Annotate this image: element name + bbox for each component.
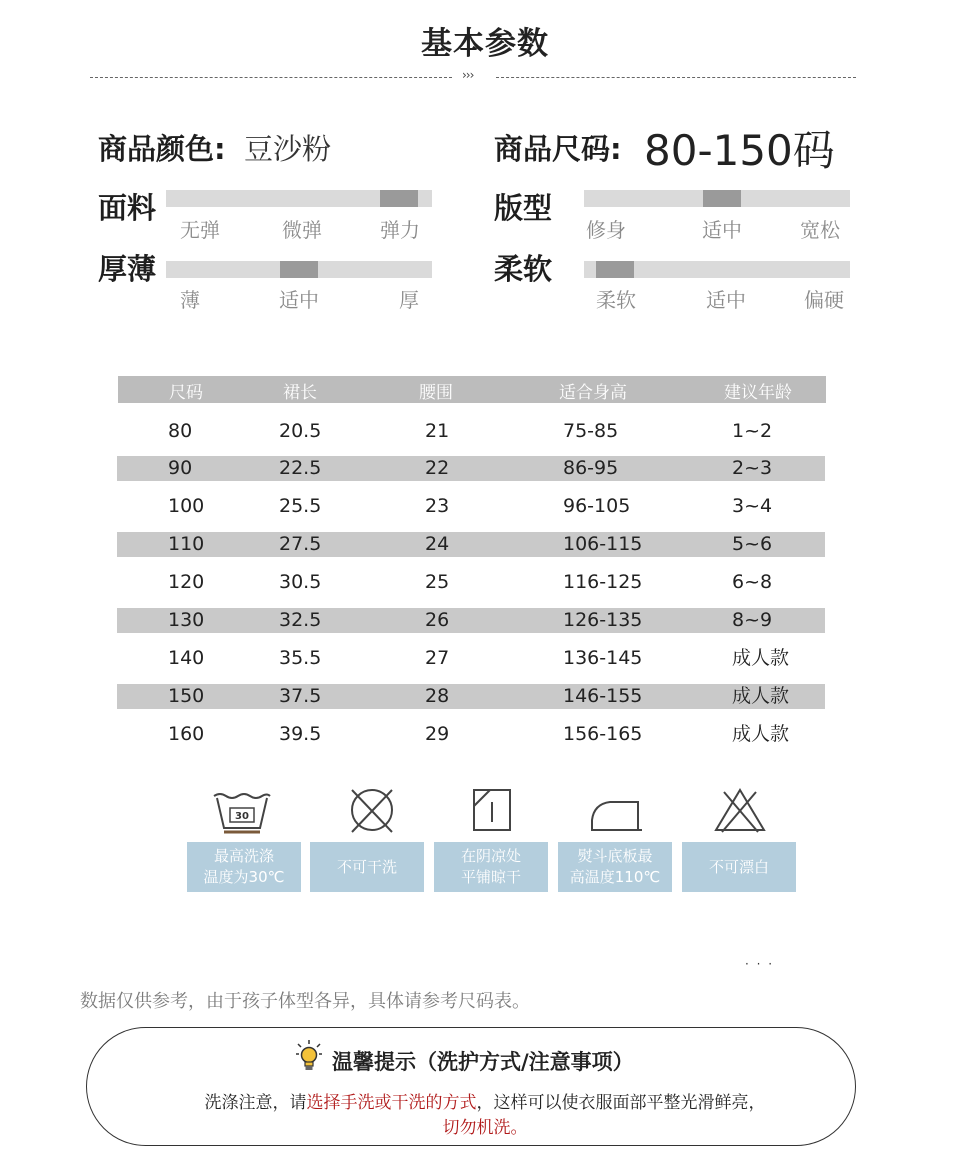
scale-marker-fabric (380, 190, 418, 207)
table-cell: 8~9 (732, 609, 773, 631)
no-wash-icon (342, 788, 402, 836)
scale-tick: 弹力 (380, 218, 420, 242)
table-cell: 32.5 (279, 609, 322, 631)
care-label-dry-flat: 在阴凉处 平铺晾干 (434, 842, 548, 892)
scale-marker-softness (596, 261, 634, 278)
table-cell: 160 (168, 723, 205, 745)
scale-marker-thickness (280, 261, 318, 278)
table-cell: 22.5 (279, 457, 322, 479)
care-tip-text (0, 1088, 970, 1113)
scale-tick: 柔软 (596, 288, 636, 312)
wash-temp: 30 (235, 811, 249, 822)
table-cell: 成人款 (732, 685, 790, 707)
scale-tick: 无弹 (180, 218, 220, 242)
scale-tick: 修身 (586, 218, 626, 242)
table-cell: 27.5 (279, 533, 322, 555)
table-cell: 35.5 (279, 647, 322, 669)
scale-label-thickness: 厚薄 (98, 252, 157, 286)
table-cell: 21 (425, 420, 450, 442)
table-cell: 86-95 (563, 457, 619, 479)
care-label-iron: 熨斗底板最 高温度110℃ (558, 842, 672, 892)
wash-30-icon (212, 788, 272, 836)
tip-text-part: 洗涤注意，请 (204, 1093, 307, 1113)
scale-label-fabric: 面料 (98, 191, 157, 225)
ellipsis-mark: · · · (745, 957, 775, 971)
table-cell: 116-125 (563, 571, 643, 593)
table-header-cell: 尺码 (169, 383, 203, 403)
table-cell: 156-165 (563, 723, 643, 745)
size-disclaimer: 数据仅供参考，由于孩子体型各异，具体请参考尺码表。 (80, 991, 530, 1012)
table-cell: 27 (425, 647, 450, 669)
title-divider-left (90, 77, 452, 78)
color-value: 豆沙粉 (244, 132, 332, 166)
scale-tick: 偏硬 (804, 288, 844, 312)
scale-marker-fit (703, 190, 741, 207)
table-header-cell: 建议年龄 (724, 383, 792, 403)
table-row (117, 646, 825, 671)
table-cell: 25 (425, 571, 450, 593)
table-cell: 106-115 (563, 533, 643, 555)
page-title: 基本参数 (421, 26, 549, 62)
table-cell: 24 (425, 533, 450, 555)
table-cell: 6~8 (732, 571, 773, 593)
table-cell: 成人款 (732, 647, 790, 669)
care-label-no-bleach: 不可漂白 (682, 842, 796, 892)
no-bleach-icon (710, 786, 770, 834)
table-cell: 90 (168, 457, 193, 479)
chevron-icon: ››› (462, 68, 474, 82)
table-cell: 100 (168, 495, 205, 517)
table-row (117, 456, 825, 481)
table-cell: 126-135 (563, 609, 643, 631)
scale-tick: 薄 (180, 288, 200, 312)
scale-label-fit: 版型 (494, 191, 553, 225)
tip-text-part: ，这样可以使衣服面部平整光滑鲜亮， (476, 1093, 766, 1113)
dry-flat-shade-icon (462, 786, 522, 834)
scale-track-thickness (166, 261, 432, 278)
scale-track-fit (584, 190, 850, 207)
table-cell: 39.5 (279, 723, 322, 745)
table-header-cell: 腰围 (419, 383, 453, 403)
table-cell: 1~2 (732, 420, 773, 442)
table-cell: 2~3 (732, 457, 773, 479)
scale-track-softness (584, 261, 850, 278)
scale-tick: 适中 (706, 288, 746, 312)
table-cell: 130 (168, 609, 205, 631)
table-cell: 成人款 (732, 723, 790, 745)
scale-tick: 宽松 (800, 218, 840, 242)
care-tip-warning: 切勿机洗。 (442, 1118, 528, 1138)
care-tip-title: 温馨提示（洗护方式/注意事项） (332, 1050, 634, 1074)
table-cell: 140 (168, 647, 205, 669)
table-cell: 20.5 (279, 420, 322, 442)
table-row (117, 608, 825, 633)
scale-label-softness: 柔软 (494, 252, 553, 286)
table-cell: 26 (425, 609, 450, 631)
table-row (117, 684, 825, 709)
iron-icon (588, 790, 648, 838)
tip-text-highlight: 选择手洗或干洗的方式 (306, 1093, 477, 1113)
table-header-cell: 裙长 (283, 383, 317, 403)
table-cell: 136-145 (563, 647, 643, 669)
scale-track-fabric (166, 190, 432, 207)
table-row (117, 494, 825, 519)
table-cell: 5~6 (732, 533, 773, 555)
title-divider-right (496, 77, 856, 78)
size-table-header (118, 376, 826, 403)
table-cell: 30.5 (279, 571, 322, 593)
table-cell: 28 (425, 685, 450, 707)
table-cell: 25.5 (279, 495, 322, 517)
table-row (117, 419, 825, 444)
table-cell: 146-155 (563, 685, 643, 707)
care-label-wash-temp: 最高洗涤 温度为30℃ (187, 842, 301, 892)
size-label: 商品尺码: (494, 132, 622, 166)
table-cell: 22 (425, 457, 450, 479)
care-label-no-dry-clean: 不可干洗 (310, 842, 424, 892)
scale-tick: 厚 (399, 288, 419, 312)
table-cell: 110 (168, 533, 205, 555)
table-row (117, 532, 825, 557)
color-label: 商品颜色: (98, 132, 226, 166)
table-header-cell: 适合身高 (559, 383, 627, 403)
lightbulb-icon (296, 1040, 322, 1074)
table-cell: 96-105 (563, 495, 631, 517)
table-cell: 3~4 (732, 495, 773, 517)
table-cell: 80 (168, 420, 193, 442)
table-row (117, 722, 825, 747)
table-cell: 29 (425, 723, 450, 745)
size-value: 80-150码 (644, 126, 835, 175)
scale-tick: 适中 (702, 218, 742, 242)
table-row (117, 570, 825, 595)
table-cell: 75-85 (563, 420, 619, 442)
table-cell: 150 (168, 685, 205, 707)
table-cell: 23 (425, 495, 450, 517)
scale-tick: 适中 (279, 288, 319, 312)
scale-tick: 微弹 (282, 218, 322, 242)
table-cell: 37.5 (279, 685, 322, 707)
table-cell: 120 (168, 571, 205, 593)
